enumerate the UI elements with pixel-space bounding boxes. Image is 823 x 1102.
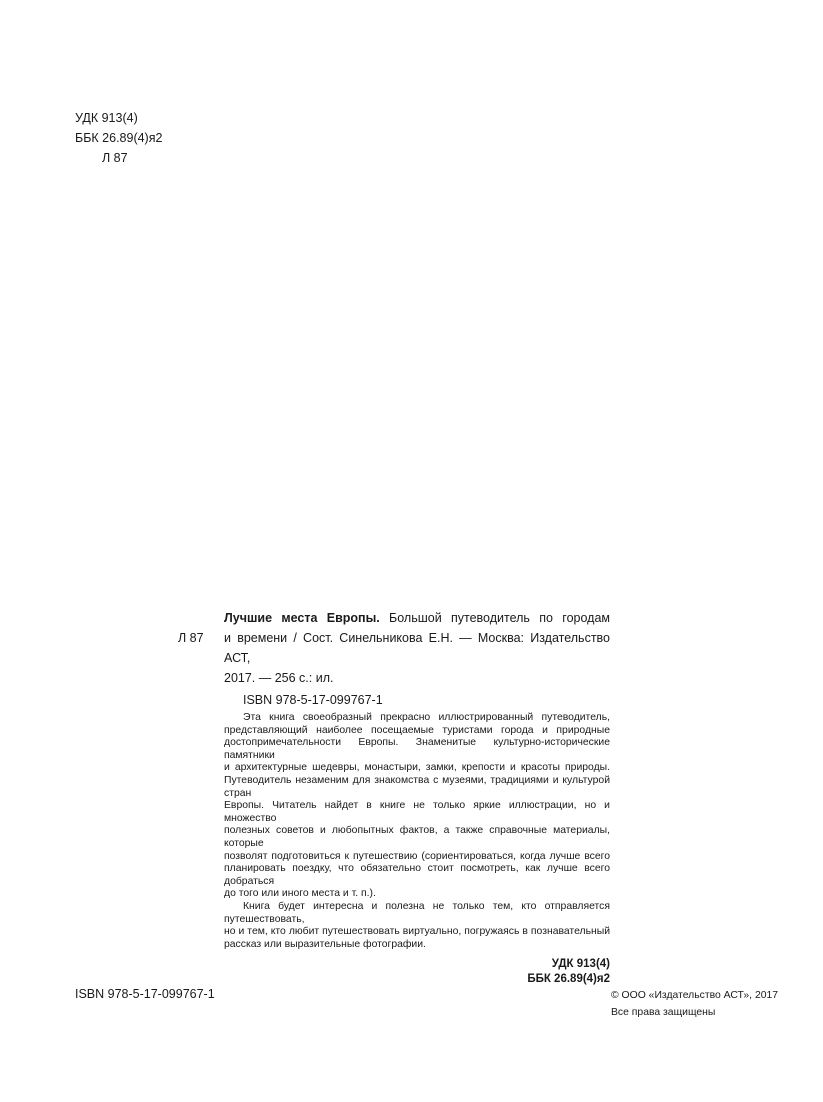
bbk-code-bottom: ББК 26.89(4)я2 — [527, 972, 610, 985]
book-subtitle: Большой путеводитель по городам — [379, 611, 610, 625]
annotation-line: представляющий наиболее посещаемые туристами города и природные — [224, 724, 610, 736]
annotation-line: но и тем, кто любит путешествовать виртуально, погружаясь в познавательный — [224, 926, 610, 938]
biblio-line-2: и времени / Сост. Синельникова Е.Н. — Москва: Издательство АСТ, — [224, 631, 610, 665]
copyright-notice: © ООО «Издательство АСТ», 2017 — [611, 990, 779, 1001]
classification-codes — [75, 108, 162, 168]
biblio-line-3: 2017. — 256 с.: ил. — [224, 671, 334, 685]
book-title: Лучшие места Европы. — [224, 611, 380, 625]
annotation-line: Книга будет интересна и полезна не только тем, кто отправляется путешествовать, — [224, 900, 610, 925]
udk-code-bottom: УДК 913(4) — [551, 958, 610, 971]
biblio-line-1 — [224, 608, 610, 628]
isbn-footer: ISBN 978-5-17-099767-1 — [75, 987, 215, 1001]
author-mark-side: Л 87 — [178, 631, 204, 645]
bbk-code: ББК 26.89(4)я2 — [75, 131, 163, 145]
bibliographic-record — [224, 608, 610, 986]
annotation-line: полезных советов и любопытных фактов, а также справочные материалы, которые — [224, 825, 610, 849]
annotation-line: позволят подготовиться к путешествию (сориентироваться, когда лучше всего — [224, 850, 610, 862]
annotation-line: Эта книга своеобразный прекрасно иллюстрированный путеводитель, — [243, 712, 610, 723]
annotation-line: планировать поездку, что обязательно стоит посмотреть, как лучше всего добраться — [224, 863, 610, 887]
annotation — [224, 712, 610, 951]
annotation-line: Европы. Читатель найдет в книге не только яркие иллюстрации, но и множество — [224, 800, 610, 824]
annotation-line: рассказ или выразительные фотографии. — [224, 938, 426, 950]
udk-code: УДК 913(4) — [75, 111, 138, 125]
annotation-line: до того или иного места и т. п.). — [224, 888, 376, 900]
copyright-block — [611, 987, 778, 1021]
annotation-line: и архитектурные шедевры, монастыри, замки, крепости и красоты природы. — [224, 762, 610, 774]
author-mark: Л 87 — [102, 151, 128, 165]
bottom-classification — [224, 957, 610, 986]
annotation-line: достопримечательности Европы. Знаменитые культурно-исторические памятники — [224, 737, 610, 761]
rights-notice: Все права защищены — [611, 1007, 716, 1018]
isbn: ISBN 978-5-17-099767-1 — [243, 693, 383, 707]
annotation-line: Путеводитель незаменим для знакомства с музеями, традициями и культурой стран — [224, 774, 610, 799]
